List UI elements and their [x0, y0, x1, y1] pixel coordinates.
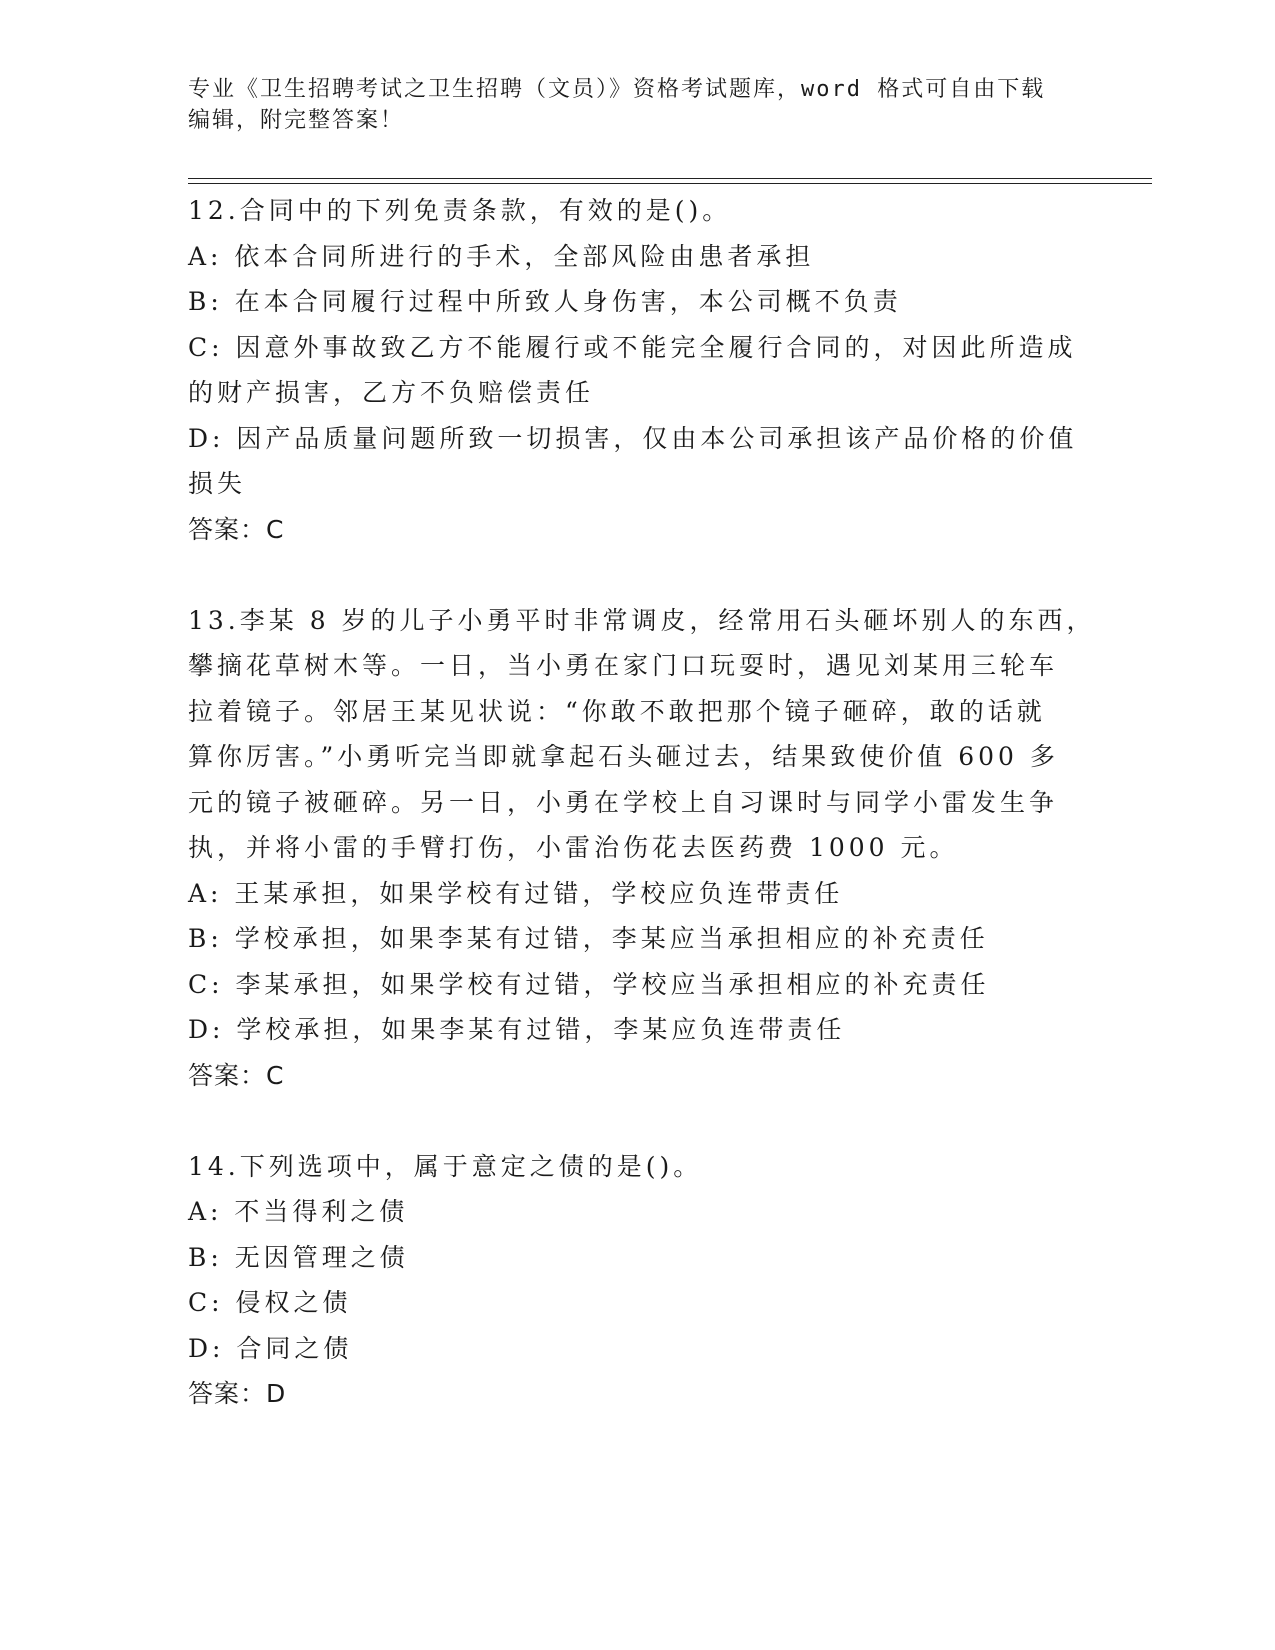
option-line: D: 因产品质量问题所致一切损害，仅由本公司承担该产品价格的价值: [188, 423, 1078, 453]
question-stem: 拉着镜子。邻居王某见状说：“你敢不敢把那个镜子砸碎，敢的话就: [188, 696, 1046, 726]
header-divider-top: [188, 178, 1152, 179]
question-block-12: [188, 188, 1088, 552]
option-line: B: 无因管理之债: [188, 1242, 409, 1272]
answer-line: 答案：C: [188, 1060, 285, 1090]
question-block-14: [188, 1144, 1088, 1417]
option-line: D: 学校承担，如果李某有过错，李某应负连带责任: [188, 1015, 846, 1044]
option-line: B: 在本合同履行过程中所致人身伤害，本公司概不负责: [188, 287, 902, 316]
header-divider-bottom: [188, 183, 1152, 184]
option-line: D: 合同之债: [188, 1333, 353, 1363]
option-line: C: 李某承担，如果学校有过错，学校应当承担相应的补充责任: [188, 969, 990, 999]
question-stem: 攀摘花草树木等。一日，当小勇在家门口玩耍时，遇见刘某用三轮车: [188, 651, 1059, 680]
question-stem: 13.李某 8 岁的儿子小勇平时非常调皮，经常用石头砸坏别人的东西，: [188, 605, 1096, 635]
option-line: A: 依本合同所进行的手术，全部风险由患者承担: [188, 241, 815, 271]
answer-line: 答案：D: [188, 1379, 287, 1408]
question-spacer: [188, 1098, 1088, 1144]
option-line: B: 学校承担，如果李某有过错，李某应当承担相应的补充责任: [188, 924, 989, 953]
question-stem: 算你厉害。”小勇听完当即就拿起石头砸过去，结果致使价值 600 多: [188, 742, 1059, 771]
question-stem: 14.下列选项中，属于意定之债的是()。: [188, 1151, 703, 1181]
document-header: [188, 74, 1088, 136]
question-spacer: [188, 552, 1088, 598]
header-line-2: 编辑，附完整答案！: [188, 108, 405, 133]
option-line: C: 因意外事故致乙方不能履行或不能完全履行合同的，对因此所造成: [188, 332, 1077, 362]
question-stem: 元的镜子被砸碎。另一日，小勇在学校上自习课时与同学小雷发生争: [188, 787, 1059, 817]
option-line: 的财产损害，乙方不负赔偿责任: [188, 378, 595, 407]
question-list: [188, 188, 1096, 1417]
question-stem: 执，并将小雷的手臂打伤，小雷治伤花去医药费 1000 元。: [188, 833, 959, 862]
answer-line: 答案：C: [188, 514, 285, 544]
option-line: A: 不当得利之债: [188, 1197, 409, 1226]
option-line: A: 王某承担，如果学校有过错，学校应负连带责任: [188, 878, 844, 908]
question-block-13: [188, 598, 1096, 1099]
option-line: 损失: [188, 469, 247, 498]
header-line-1: 专业《卫生招聘考试之卫生招聘（文员）》资格考试题库，word 格式可自由下载: [188, 77, 1046, 102]
question-stem: 12.合同中的下列免责条款，有效的是()。: [188, 196, 732, 225]
option-line: C: 侵权之债: [188, 1288, 352, 1317]
